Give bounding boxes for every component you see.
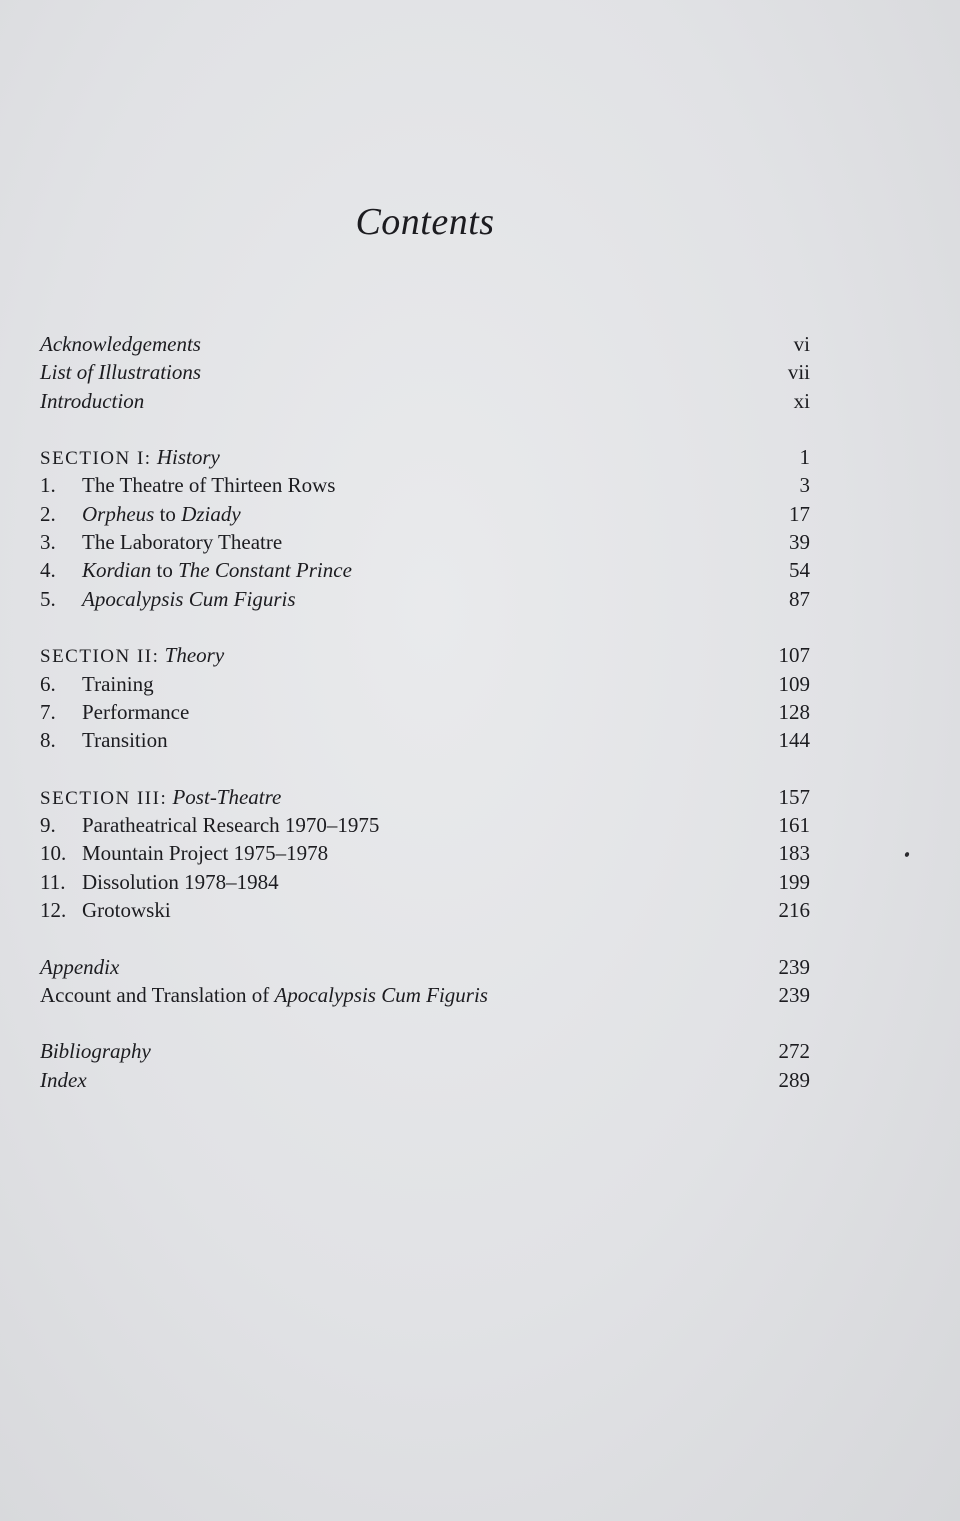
chapter-title-part: The Theatre of Thirteen Rows	[82, 473, 336, 498]
section-name: Post-Theatre	[172, 784, 282, 809]
toc-entry-front	[40, 330, 810, 358]
ink-speck	[904, 851, 910, 857]
chapter-title-part: The Laboratory Theatre	[82, 530, 283, 555]
toc-entry-front	[40, 387, 810, 415]
section-prefix: SECTION II:	[40, 646, 160, 668]
chapter-title-part: Training	[82, 671, 154, 696]
section-label	[40, 783, 281, 813]
page-number: 161	[778, 813, 810, 838]
page-number: 144	[778, 728, 810, 753]
chapter-entry	[40, 556, 810, 584]
chapter-entry	[40, 500, 810, 528]
page-number: vi	[793, 332, 810, 356]
chapter-number: 3.	[40, 530, 56, 555]
chapter-number: 6.	[40, 671, 56, 696]
chapter-number: 8.	[40, 728, 56, 753]
chapter-label	[40, 528, 282, 556]
chapter-entry	[40, 839, 810, 867]
appendix-entry	[40, 981, 810, 1009]
page-number: 107	[778, 643, 810, 668]
section-heading	[40, 443, 810, 471]
section-name: Theory	[164, 643, 225, 668]
chapter-entry	[40, 698, 810, 726]
chapter-title-part: Mountain Project 1975–1978	[82, 841, 329, 866]
section-name: History	[156, 445, 220, 470]
section-label	[40, 641, 224, 671]
chapter-label	[40, 811, 379, 839]
entry-label: Index	[40, 1067, 87, 1092]
page-number: 128	[778, 699, 810, 724]
spacer	[40, 924, 810, 952]
spacer	[40, 1009, 810, 1037]
section-heading	[40, 783, 810, 811]
chapter-title-part: Paratheatrical Research 1970–1975	[82, 813, 380, 838]
appendix-entry-label	[40, 981, 488, 1009]
section-prefix: SECTION I:	[40, 448, 152, 470]
appendix-label: Appendix	[40, 954, 120, 979]
spacer	[40, 613, 810, 641]
section-label	[40, 443, 220, 473]
page-number: vii	[787, 360, 810, 385]
page-number: 17	[789, 501, 810, 526]
page-number: xi	[793, 388, 810, 413]
page-number: 239	[778, 982, 810, 1007]
toc-entry-back	[40, 1066, 810, 1094]
chapter-entry	[40, 868, 810, 896]
chapter-label	[40, 839, 328, 867]
chapter-number: 9.	[40, 813, 56, 838]
chapter-number: 5.	[40, 586, 56, 611]
page-number: 199	[778, 869, 810, 894]
chapter-label	[40, 868, 279, 896]
spacer	[40, 415, 810, 443]
chapter-entry	[40, 896, 810, 924]
page-number: 3	[799, 473, 810, 498]
page-number: 1	[799, 445, 810, 470]
page-number: 109	[778, 671, 810, 696]
chapter-number: 2.	[40, 501, 56, 526]
chapter-title-part: to	[154, 501, 182, 526]
chapter-title-part: Apocalypsis Cum Figuris	[82, 586, 296, 611]
entry-label: Acknowledgements	[40, 332, 201, 356]
chapter-title-part: Performance	[82, 699, 190, 724]
chapter-title-part: Dissolution 1978–1984	[82, 869, 279, 894]
page-number: 272	[778, 1039, 810, 1064]
chapter-entry	[40, 585, 810, 613]
page-title: Contents	[355, 201, 495, 243]
chapter-label	[40, 585, 296, 613]
chapter-entry	[40, 670, 810, 698]
page-number: 216	[778, 897, 810, 922]
chapter-number: 10.	[40, 841, 67, 866]
chapter-label	[40, 896, 171, 924]
spacer	[40, 754, 810, 782]
toc-entry-front	[40, 358, 810, 386]
page-number: 87	[789, 586, 810, 611]
chapter-entry	[40, 726, 810, 754]
chapter-label	[40, 698, 189, 726]
chapter-title-part: The Constant Prince	[178, 558, 352, 583]
section-heading	[40, 641, 810, 669]
chapter-title-part: Kordian	[82, 558, 152, 583]
appendix-entry-title: Apocalypsis Cum Figuris	[274, 982, 488, 1007]
chapter-label	[40, 556, 352, 584]
chapter-label	[40, 726, 168, 754]
page-number: 54	[789, 558, 810, 583]
page-number: 157	[778, 784, 810, 809]
table-of-contents	[40, 330, 810, 1094]
page-number: 183	[778, 841, 810, 866]
entry-label: List of Illustrations	[40, 360, 202, 385]
chapter-title-part: to	[151, 558, 179, 583]
chapter-title-part: Transition	[82, 728, 168, 753]
entry-label: Introduction	[40, 388, 145, 413]
chapter-number: 1.	[40, 473, 56, 498]
chapter-entry	[40, 811, 810, 839]
section-prefix: SECTION III:	[40, 787, 168, 809]
chapter-entry	[40, 528, 810, 556]
chapter-label	[40, 670, 154, 698]
chapter-entry	[40, 471, 810, 499]
page-number: 289	[778, 1067, 810, 1092]
chapter-number: 12.	[40, 897, 67, 922]
chapter-label	[40, 471, 335, 499]
chapter-number: 7.	[40, 699, 56, 724]
page-number: 239	[778, 954, 810, 979]
chapter-title-part: Grotowski	[82, 897, 171, 922]
appendix-heading	[40, 953, 810, 981]
entry-label: Bibliography	[40, 1039, 151, 1064]
chapter-title-part: Dziady	[181, 501, 241, 526]
page-number: 39	[789, 530, 810, 555]
chapter-title-part: Orpheus	[82, 501, 155, 526]
chapter-number: 4.	[40, 558, 56, 583]
toc-entry-back	[40, 1037, 810, 1065]
appendix-entry-prefix: Account and Translation of	[40, 982, 275, 1007]
chapter-label	[40, 500, 241, 528]
chapter-number: 11.	[40, 869, 66, 894]
